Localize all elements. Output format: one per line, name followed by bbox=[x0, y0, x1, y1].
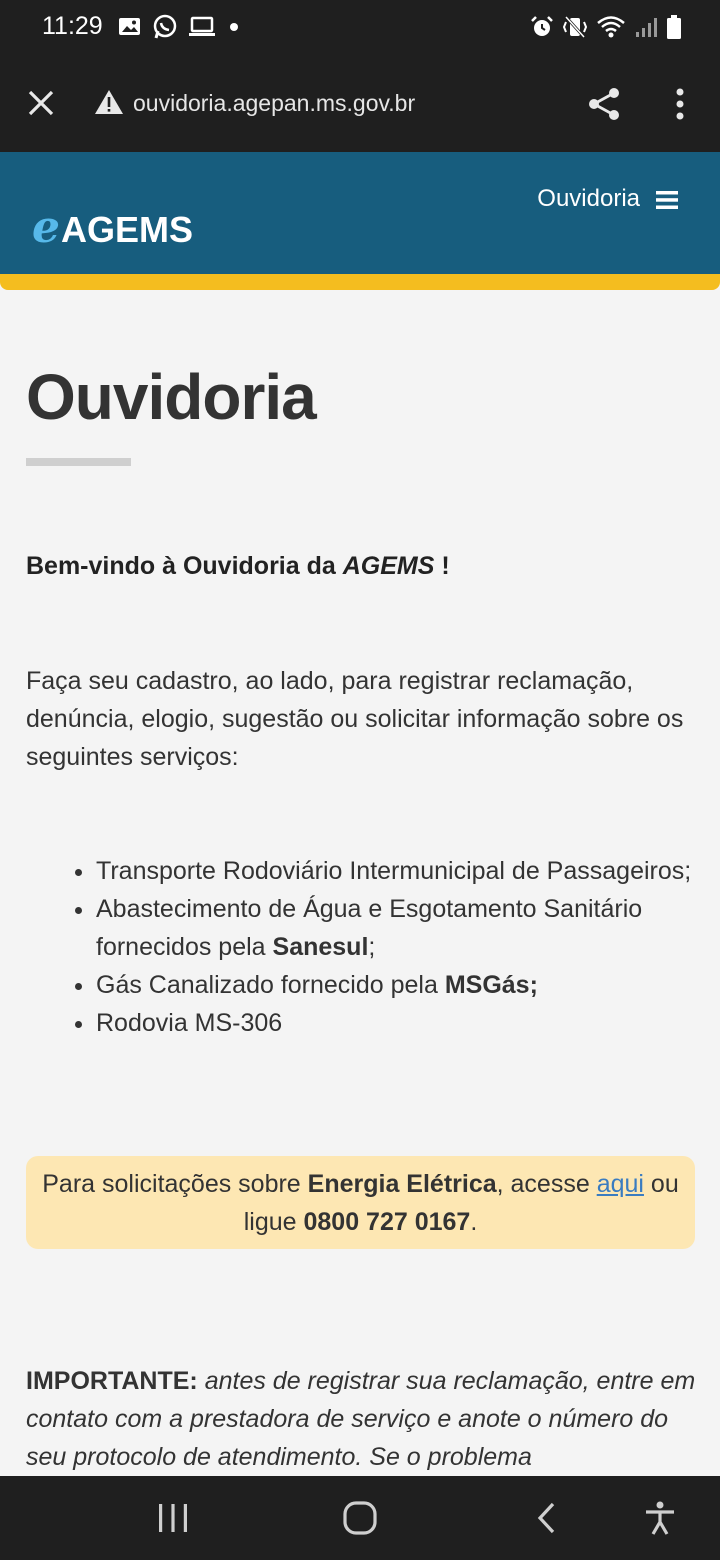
important-label: IMPORTANTE: bbox=[26, 1367, 198, 1395]
service-text: Rodovia MS-306 bbox=[96, 1009, 283, 1037]
service-text: Abastecimento de Água e Esgotamento Sanitário fornecidos pela bbox=[96, 895, 643, 961]
notice-prefix: Para solicitações sobre bbox=[42, 1170, 308, 1198]
more-vert-icon[interactable] bbox=[670, 86, 690, 122]
dot-icon bbox=[226, 19, 242, 35]
signal-icon bbox=[634, 15, 658, 39]
close-icon[interactable] bbox=[26, 88, 56, 118]
welcome-agency: AGEMS bbox=[342, 552, 435, 580]
vibrate-off-icon bbox=[562, 15, 588, 39]
agems-logo[interactable] bbox=[32, 202, 193, 253]
warning-icon[interactable] bbox=[94, 89, 124, 115]
service-bold: Sanesul bbox=[272, 933, 369, 961]
title-underline bbox=[26, 458, 131, 466]
notice-bold: Energia Elétrica bbox=[307, 1170, 497, 1198]
browser-toolbar bbox=[0, 54, 720, 152]
notice-suffix: ou ligue bbox=[243, 1170, 679, 1236]
list-item bbox=[96, 966, 696, 1004]
notice-middle: , acesse bbox=[496, 1170, 597, 1198]
service-tail: ; bbox=[368, 933, 376, 961]
laptop-icon bbox=[188, 16, 216, 38]
home-icon[interactable] bbox=[342, 1500, 378, 1536]
hamburger-icon[interactable] bbox=[656, 190, 678, 210]
system-nav-bar bbox=[0, 1476, 720, 1560]
notice-end: . bbox=[470, 1208, 478, 1236]
notice-link[interactable]: aqui bbox=[596, 1170, 644, 1198]
list-item bbox=[96, 890, 696, 966]
whatsapp-icon bbox=[152, 14, 178, 40]
logo-text: AGEMS bbox=[61, 209, 194, 250]
list-item bbox=[96, 1004, 696, 1042]
header-accent-bar bbox=[0, 274, 720, 290]
service-bold: MSGás; bbox=[444, 971, 538, 999]
logo-e: e bbox=[32, 202, 60, 253]
share-icon[interactable] bbox=[586, 86, 622, 122]
welcome-prefix: Bem-vindo à Ouvidoria da bbox=[26, 552, 343, 580]
list-item bbox=[96, 852, 696, 890]
accessibility-icon[interactable] bbox=[642, 1500, 678, 1536]
service-text: Transporte Rodoviário Intermunicipal de Passageiros; bbox=[96, 857, 692, 885]
status-left-icons bbox=[118, 14, 242, 40]
gallery-icon bbox=[118, 16, 142, 38]
intro-text: Faça seu cadastro, ao lado, para registrar reclamação, denúncia, elogio, sugestão ou solicitar informação sobre os seguintes serviços: bbox=[26, 667, 684, 771]
status-time: 11:29 bbox=[42, 12, 103, 40]
page-title: Ouvidoria bbox=[26, 361, 316, 433]
welcome-suffix: ! bbox=[434, 552, 450, 580]
notice-phone: 0800 727 0167 bbox=[303, 1208, 471, 1236]
recents-icon[interactable] bbox=[156, 1500, 190, 1536]
service-text: Gás Canalizado fornecido pela bbox=[96, 971, 445, 999]
status-right-icons bbox=[530, 14, 682, 40]
battery-icon bbox=[666, 14, 682, 40]
wifi-icon bbox=[596, 15, 626, 39]
status-bar bbox=[0, 0, 720, 54]
services-list bbox=[26, 852, 696, 1042]
important-body: antes de registrar sua reclamação, entre em contato com a prestadora de serviço e anote o número do seu protocolo de atendimento. Se o problema bbox=[26, 1367, 696, 1471]
energy-notice bbox=[26, 1156, 695, 1249]
site-header bbox=[0, 152, 720, 275]
alarm-icon bbox=[530, 15, 554, 39]
url-bar[interactable]: ouvidoria.agepan.ms.gov.br bbox=[133, 90, 416, 116]
important-text bbox=[26, 1362, 696, 1476]
nav-menu-label[interactable]: Ouvidoria bbox=[537, 185, 640, 212]
back-icon[interactable] bbox=[532, 1500, 562, 1536]
welcome-text bbox=[26, 552, 450, 581]
